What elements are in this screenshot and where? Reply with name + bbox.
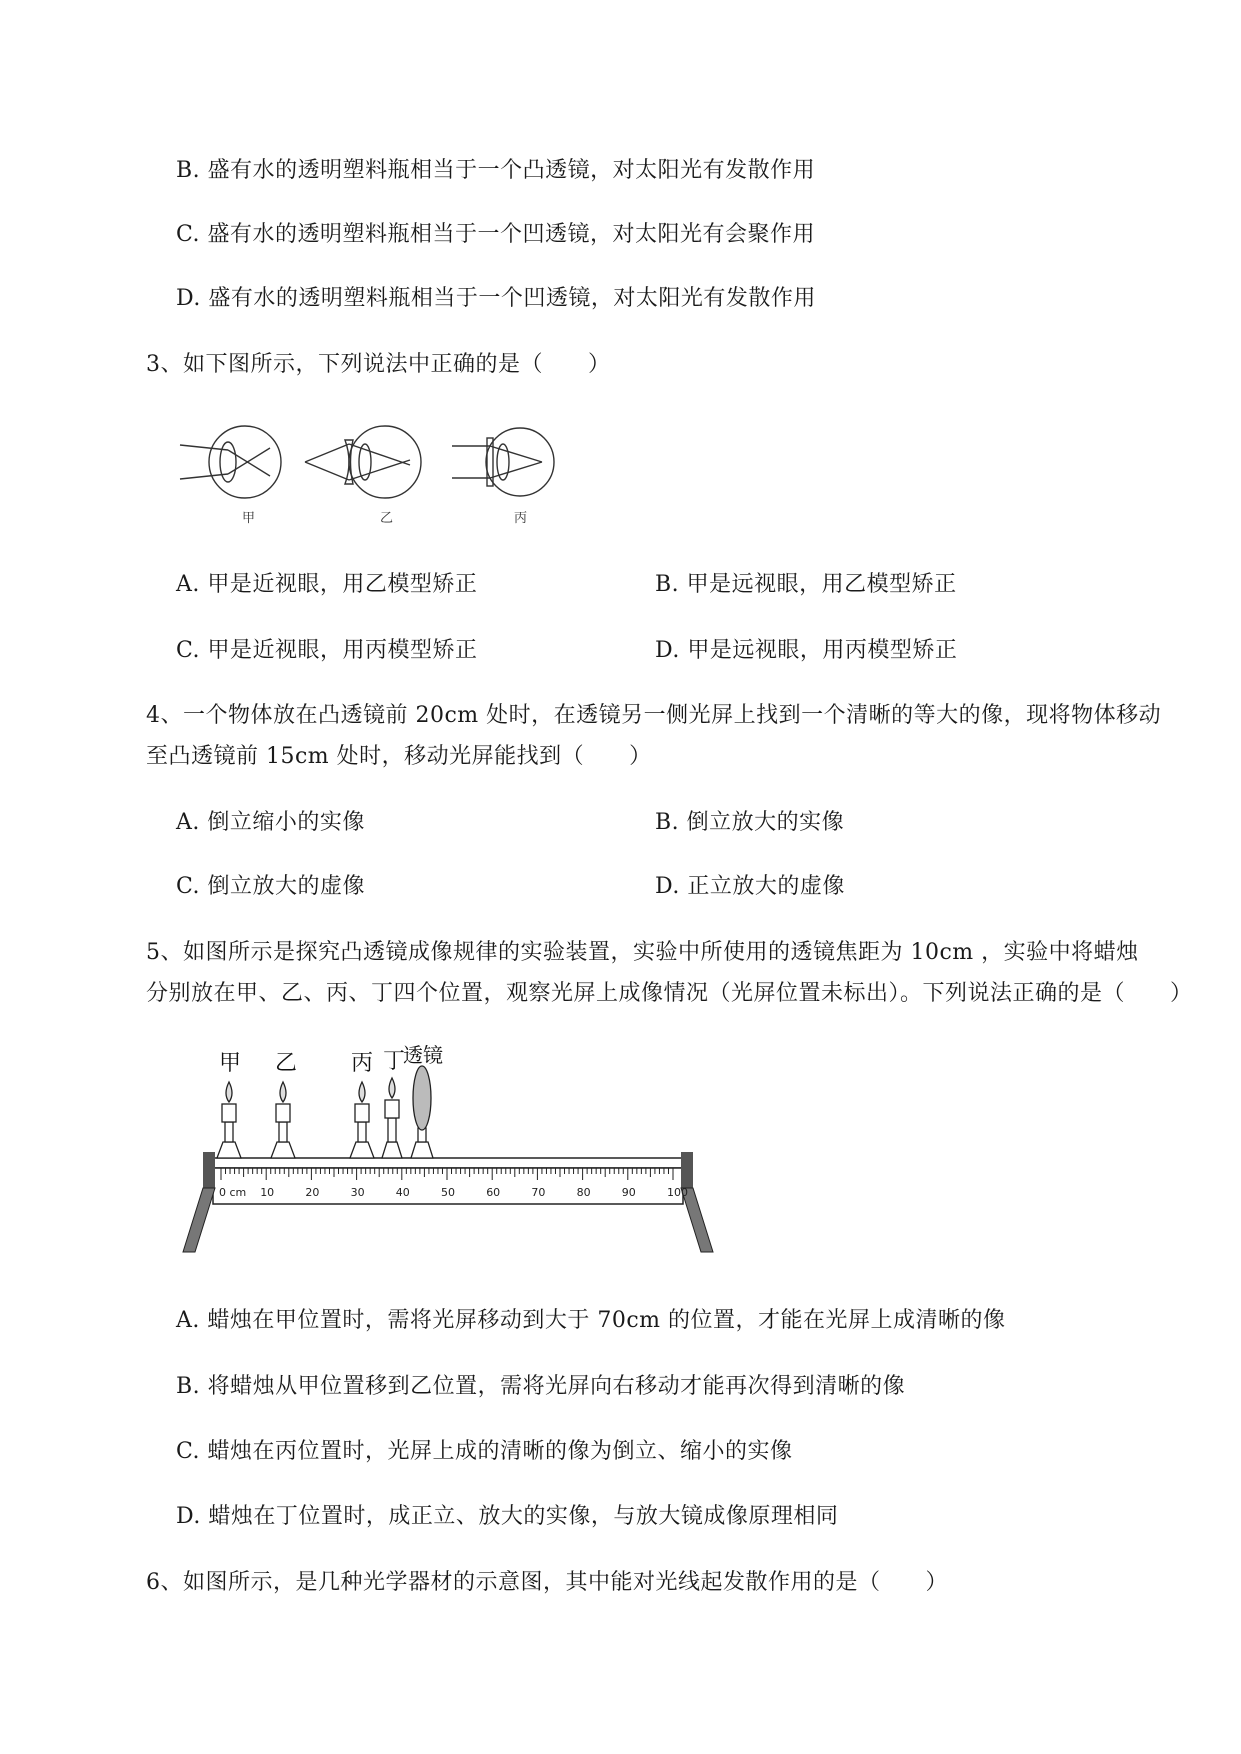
q5-label-yi: 乙 <box>275 1051 298 1076</box>
ruler-tick-label: 50 <box>441 1186 455 1199</box>
ruler-tick-label: 60 <box>486 1186 501 1199</box>
ruler-tick-label: 80 <box>576 1186 591 1199</box>
q5-optical-bench-diagram <box>175 1040 715 1260</box>
q4-option-d: D. 正立放大的虚像 <box>655 874 845 899</box>
q3-eye-diagram <box>170 420 570 530</box>
q5-label-bing: 丙 <box>351 1051 374 1076</box>
q5-stem-line1: 5、如图所示是探究凸透镜成像规律的实验装置，实验中所使用的透镜焦距为 10cm ，实验中将蜡烛 <box>146 940 1139 965</box>
candle-bing-icon <box>350 1082 374 1158</box>
eye-yi-icon <box>349 426 421 498</box>
q4-option-b: B. 倒立放大的实像 <box>655 810 845 835</box>
candle-jia-icon <box>217 1082 241 1158</box>
q3-label-yi: 乙 <box>380 511 394 526</box>
ruler-tick-label: 100 <box>667 1186 688 1199</box>
q6-stem: 6、如图所示，是几种光学器材的示意图，其中能对光线起发散作用的是（ ） <box>146 1570 948 1595</box>
q3-label-bing: 丙 <box>514 511 528 526</box>
eye-bing-icon <box>486 428 554 496</box>
q2-option-c: C. 盛有水的透明塑料瓶相当于一个凹透镜，对太阳光有会聚作用 <box>176 222 816 247</box>
ruler-tick-label: 40 <box>395 1186 410 1199</box>
q5-option-a: A. 蜡烛在甲位置时，需将光屏移动到大于 70cm 的位置，才能在光屏上成清晰的像 <box>176 1308 1006 1333</box>
q5-label-lens: 透镜 <box>403 1043 443 1067</box>
ruler-tick-label: 30 <box>350 1186 365 1199</box>
q2-option-b: B. 盛有水的透明塑料瓶相当于一个凸透镜，对太阳光有发散作用 <box>176 158 816 183</box>
ruler-tick-label: 20 <box>305 1186 320 1199</box>
q5-label-ding: 丁 <box>383 1049 406 1074</box>
q3-option-b: B. 甲是远视眼，用乙模型矫正 <box>655 572 957 597</box>
ruler-tick-label: 0 cm <box>219 1186 247 1199</box>
candle-ding-icon <box>382 1078 402 1158</box>
q5-option-b: B. 将蜡烛从甲位置移到乙位置，需将光屏向右移动才能再次得到清晰的像 <box>176 1374 906 1399</box>
ruler-tick-label: 90 <box>621 1186 636 1199</box>
q5-stem-line2: 分别放在甲、乙、丙、丁四个位置，观察光屏上成像情况（光屏位置未标出）。下列说法正确的是（ ） <box>146 981 1193 1006</box>
q4-stem-line1: 4、一个物体放在凸透镜前 20cm 处时，在透镜另一侧光屏上找到一个清晰的等大的像，现将物体移动 <box>146 703 1162 728</box>
q4-option-c: C. 倒立放大的虚像 <box>176 874 366 899</box>
q5-option-d: D. 蜡烛在丁位置时，成正立、放大的实像，与放大镜成像原理相同 <box>176 1504 839 1529</box>
q4-option-a: A. 倒立缩小的实像 <box>176 810 365 835</box>
q5-option-c: C. 蜡烛在丙位置时，光屏上成的清晰的像为倒立、缩小的实像 <box>176 1439 793 1464</box>
q3-option-c: C. 甲是近视眼，用丙模型矫正 <box>176 638 478 663</box>
convex-lens-icon <box>411 1066 433 1158</box>
q4-stem-line2: 至凸透镜前 15cm 处时，移动光屏能找到（ ） <box>146 744 652 769</box>
ruler-tick-label: 70 <box>531 1186 546 1199</box>
ruler-tick-label: 10 <box>260 1186 275 1199</box>
q2-option-d: D. 盛有水的透明塑料瓶相当于一个凹透镜，对太阳光有发散作用 <box>176 286 816 311</box>
q3-label-jia: 甲 <box>242 511 256 526</box>
q5-label-jia: 甲 <box>219 1051 242 1076</box>
q3-option-a: A. 甲是近视眼，用乙模型矫正 <box>176 572 478 597</box>
q3-stem: 3、如下图所示，下列说法中正确的是（ ） <box>146 352 611 377</box>
candle-yi-icon <box>271 1082 295 1158</box>
q3-option-d: D. 甲是远视眼，用丙模型矫正 <box>655 638 958 663</box>
